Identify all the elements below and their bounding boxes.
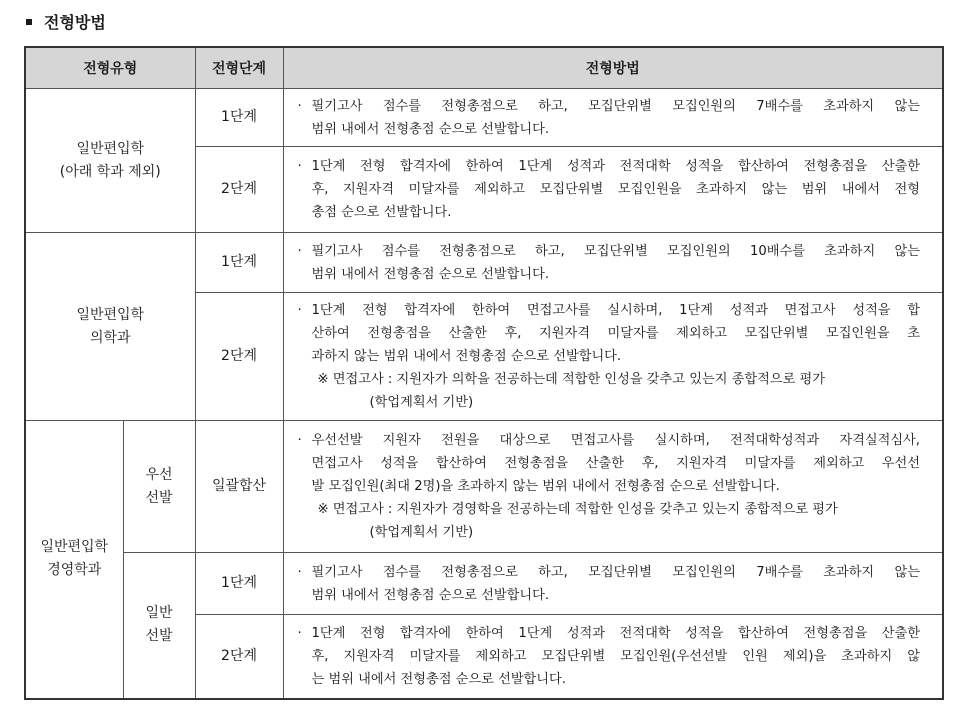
method-cell: · 필기고사 점수를 전형총점으로 하고, 모집단위별 모집인원의 10배수를 초과하지 않는 범위 내에서 전형총점 순으로 선발합니다. [283,233,943,293]
subtype-priority-cell: 우선 선발 [123,421,195,553]
selection-method-table [24,46,944,700]
method-cell: · 필기고사 점수를 전형총점으로 하고, 모집단위별 모집인원의 7배수를 초과하지 않는 범위 내에서 전형총점 순으로 선발합니다. [283,553,943,615]
header-method: 전형방법 [283,47,943,89]
section-heading [26,10,106,33]
type-general-cell: 일반편입학 (아래 학과 제외) [25,89,195,233]
section-title-text: 전형방법 [44,13,106,32]
header-stage: 전형단계 [195,47,283,89]
method-cell: · 필기고사 점수를 전형총점으로 하고, 모집단위별 모집인원의 7배수를 초과하지 않는 범위 내에서 전형총점 순으로 선발합니다. [283,89,943,147]
table-header-row [25,47,943,89]
method-cell: · 1단계 전형 합격자에 한하여 1단계 성적과 전적대학 성적을 합산하여 전형총점을 산출한 후, 지원자격 미달자를 제외하고 모집단위별 모집인원을 초과하지 않는 범위 내에서 전형 총점 순으로 선발합니다. [283,147,943,233]
table-row [25,553,943,615]
stage-cell: 2단계 [195,147,283,233]
type-medicine-cell: 일반편입학 의학과 [25,233,195,421]
stage-cell: 2단계 [195,293,283,421]
subtype-general-cell: 일반 선발 [123,553,195,699]
method-cell: · 우선선발 지원자 전원을 대상으로 면접고사를 실시하며, 전적대학성적과 자격실적심사, 면접고사 성적을 합산하여 전형총점을 산출한 후, 지원자격 미달자를 제외하고 우선선 발 모집인원(최대 2명)을 초과하지 않는 범위 내에서 전형총점 순으로 선발합니다. ※ 면접고사 : 지원자가 경영학을 전공하는데 적합한 인성을 갖추고 있는지 종합적으로 평가 (학업계획서 기반) [283,421,943,553]
type-business-cell: 일반편입학 경영학과 [25,421,123,699]
table-row [25,233,943,293]
stage-cell: 1단계 [195,233,283,293]
stage-cell: 1단계 [195,89,283,147]
interview-note-cont: (학업계획서 기반) [369,525,474,540]
method-cell: · 1단계 전형 합격자에 한하여 면접고사를 실시하며, 1단계 성적과 면접고사 성적을 합 산하여 전형총점을 산출한 후, 지원자격 미달자를 제외하고 모집단위별 모집인원을 초 과하지 않는 범위 내에서 전형총점 순으로 선발합니다. ※ 면접고사 : 지원자가 의학을 전공하는데 적합한 인성을 갖추고 있는지 종합적으로 평가 (학업계획서 기반) [283,293,943,421]
method-cell: · 1단계 전형 합격자에 한하여 1단계 성적과 전적대학 성적을 합산하여 전형총점을 산출한 후, 지원자격 미달자를 제외하고 모집단위별 모집인원(우선선발 인원 제외)을 초과하지 않 는 범위 내에서 전형총점 순으로 선발합니다. [283,615,943,699]
stage-cell: 2단계 [195,615,283,699]
interview-note: ※ 면접고사 : 지원자가 의학을 전공하는데 적합한 인성을 갖추고 있는지 종합적으로 평가 [317,372,825,387]
square-bullet-icon [26,19,32,25]
table-row [25,421,943,553]
interview-note: ※ 면접고사 : 지원자가 경영학을 전공하는데 적합한 인성을 갖추고 있는지 종합적으로 평가 [317,502,838,517]
table-row [25,89,943,147]
stage-cell: 1단계 [195,553,283,615]
stage-cell: 일괄합산 [195,421,283,553]
header-type: 전형유형 [25,47,195,89]
interview-note-cont: (학업계획서 기반) [369,395,474,410]
